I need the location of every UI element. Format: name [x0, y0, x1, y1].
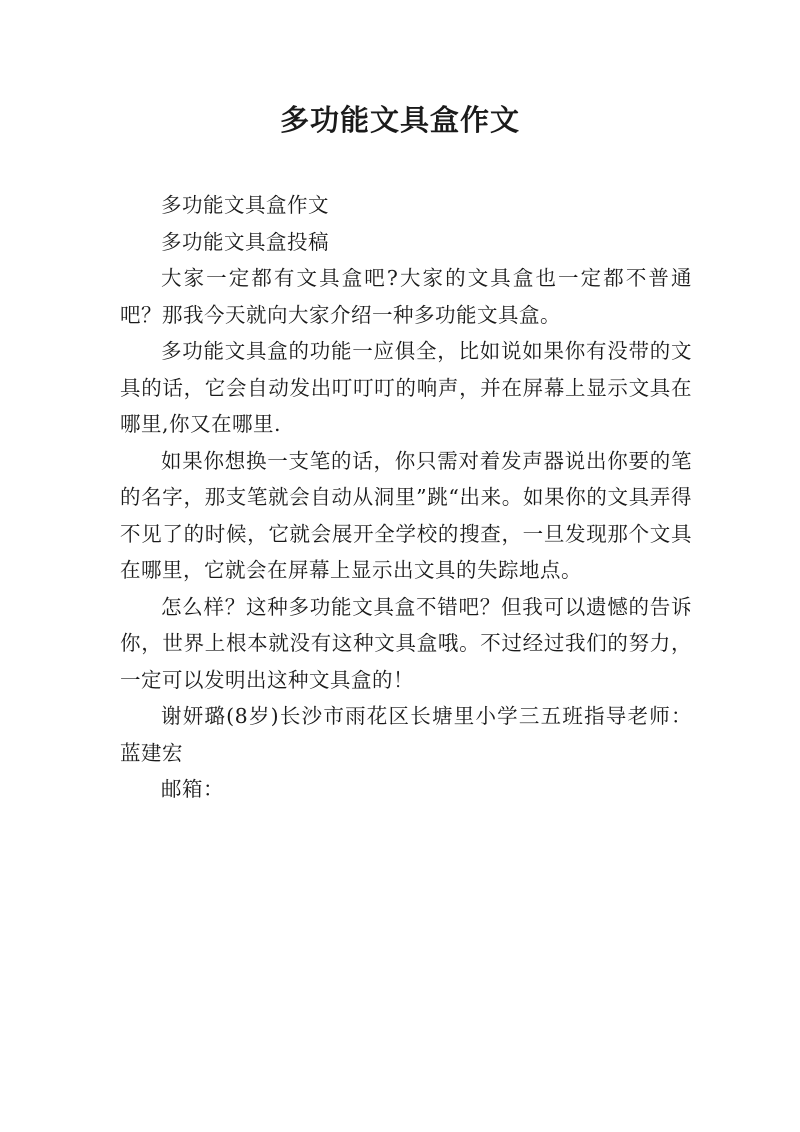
- paragraph-heading: 多功能文具盒作文: [161, 193, 329, 217]
- document-title: 多功能文具盒作文: [279, 103, 520, 137]
- paragraph-submission: 多功能文具盒投稿: [161, 229, 329, 254]
- paragraph-author: 谢妍璐(8岁)长沙市雨花区长塘里小学三五班指导老师：蓝建宏: [120, 704, 692, 765]
- paragraph-pen-switch: 如果你想换一支笔的话，你只需对着发声器说出你要的笔的名字，那支笔就会自动从洞里”跳“出来。如果你的文具弄得不见了的时候，它就会展开全学校的搜查，一旦发现那个文具在哪里，它就会在屏幕上显示出文具的失踪地点。: [120, 448, 692, 582]
- paragraph-intro: 大家一定都有文具盒吧?大家的文具盒也一定都不普通吧？那我今天就向大家介绍一种多功能文具盒。: [120, 266, 692, 327]
- paragraph-email: 邮箱：: [161, 777, 224, 801]
- document-body: [120, 187, 692, 808]
- paragraph-functions: 多功能文具盒的功能一应俱全，比如说如果你有没带的文具的话，它会自动发出叮叮叮的响声，并在屏幕上显示文具在哪里,你又在哪里.: [120, 339, 692, 436]
- paragraph-conclusion: 怎么样？这种多功能文具盒不错吧？但我可以遗憾的告诉你，世界上根本就没有这种文具盒哦。不过经过我们的努力，一定可以发明出这种文具盒的！: [120, 594, 692, 692]
